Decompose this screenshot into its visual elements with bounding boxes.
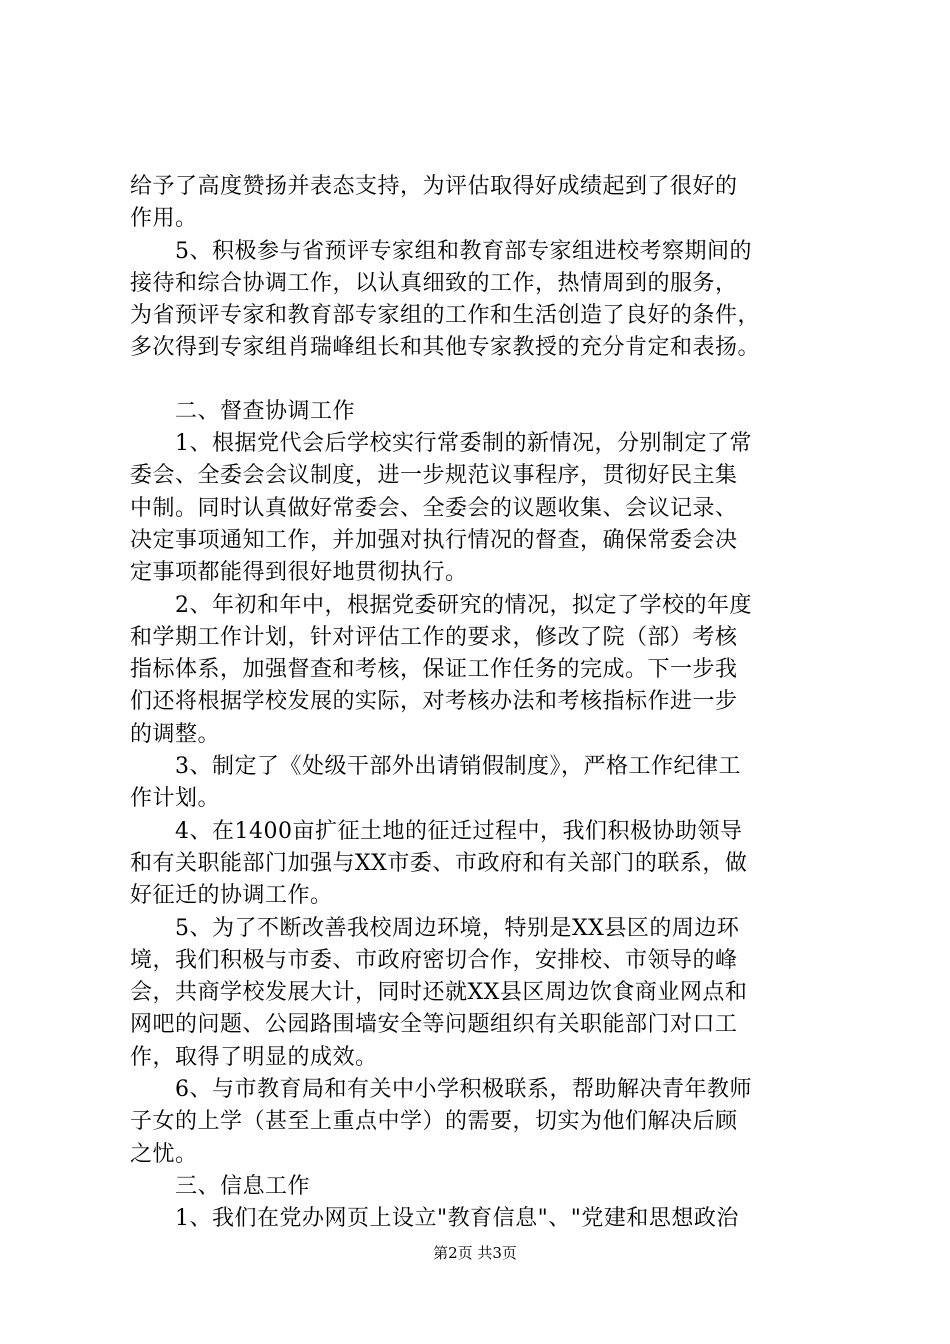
text-line: 5、积极参与省预评专家组和教育部专家组进校考察期间的: [130, 238, 752, 264]
section-heading: 三、信息工作: [130, 1173, 311, 1199]
page-number-footer: 第2页 共3页: [433, 1244, 517, 1262]
text-line: 指标体系，加强督查和考核，保证工作任务的完成。下一步我: [130, 657, 738, 683]
text-line: 网吧的问题、公园路围墙安全等问题组织有关职能部门对口工: [130, 1012, 738, 1038]
text-line: 们还将根据学校发展的实际，对考核办法和考核指标作进一步: [130, 689, 738, 715]
text-line: 定事项都能得到很好地贯彻执行。: [130, 560, 468, 586]
text-line: 作，取得了明显的成效。: [130, 1044, 378, 1070]
text-line: 给予了高度赞扬并表态支持，为评估取得好成绩起到了很好的: [130, 174, 738, 199]
text-line: 好征迁的协调工作。: [130, 883, 333, 909]
text-line: 委会、全委会会议制度，进一步规范议事程序，贯彻好民主集: [130, 463, 738, 489]
text-line: 1、我们在党办网页上设立"教育信息"、"党建和思想政治: [130, 1206, 739, 1232]
text-line: 作用。: [130, 206, 198, 232]
text-line: 和学期工作计划，针对评估工作的要求，修改了院（部）考核: [130, 624, 738, 650]
text-line: 5、为了不断改善我校周边环境，特别是XX县区的周边环: [130, 915, 740, 941]
text-line: 6、与市教育局和有关中小学积极联系，帮助解决青年教师: [130, 1077, 752, 1103]
text-line: 决定事项通知工作，并加强对执行情况的督查，确保常委会决: [130, 527, 738, 553]
text-line: 4、在1400亩扩征土地的征迁过程中，我们积极协助领导: [130, 818, 743, 844]
document-body: [130, 171, 830, 1236]
text-line: 之忧。: [130, 1141, 198, 1167]
text-line: 会，共商学校发展大计，同时还就XX县区周边饮食商业网点和: [130, 980, 748, 1006]
text-line: 接待和综合协调工作，以认真细致的工作，热情周到的服务，: [130, 270, 738, 296]
paragraph-gap: [130, 365, 830, 396]
text-line: 1、根据党代会后学校实行常委制的新情况，分别制定了常: [130, 431, 752, 457]
text-line: 2、年初和年中，根据党委研究的情况，拟定了学校的年度: [130, 592, 752, 618]
text-line: 为省预评专家和教育部专家组的工作和生活创造了良好的条件，: [130, 303, 761, 329]
text-line: 和有关职能部门加强与XX市委、市政府和有关部门的联系，做: [130, 850, 748, 876]
text-line: 境，我们积极与市委、市政府密切合作，安排校、市领导的峰: [130, 947, 738, 973]
text-line: 中制。同时认真做好常委会、全委会的议题收集、会议记录、: [130, 495, 738, 521]
text-line: 3、制定了《处级干部外出请销假制度》，严格工作纪律工: [130, 754, 741, 780]
text-line: 作计划。: [130, 786, 221, 812]
text-line: 的调整。: [130, 721, 221, 747]
section-heading: 二、督查协调工作: [130, 398, 356, 424]
text-line: 子女的上学（甚至上重点中学）的需要，切实为他们解决后顾: [130, 1109, 738, 1135]
text-line: 多次得到专家组肖瑞峰组长和其他专家教授的充分肯定和表扬。: [130, 335, 761, 361]
